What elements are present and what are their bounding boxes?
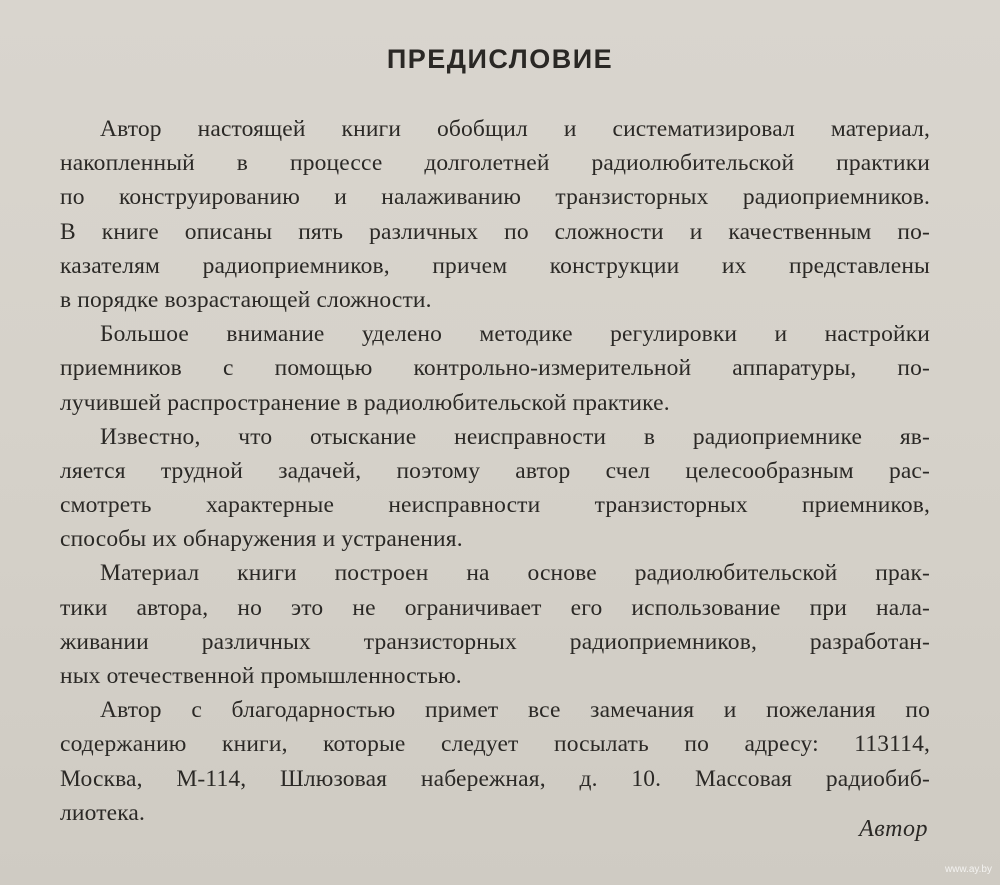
text-line: живании различных транзисторных радиоприемников, разработан- <box>60 628 930 655</box>
preface-body <box>60 112 930 830</box>
page-title: ПРЕДИСЛОВИЕ <box>386 44 614 74</box>
text-line: смотреть характерные неисправности транзисторных приемников, <box>60 492 930 519</box>
text-line: содержанию книги, которые следует посылать по адресу: 113114, <box>60 731 930 758</box>
text-line: ляется трудной задачей, поэтому автор счел целесообразным рас- <box>60 457 930 484</box>
text-line: Автор с благодарностью примет все замечания и пожелания по <box>100 697 930 724</box>
text-line: В книге описаны пять различных по сложности и качественным по- <box>60 218 930 245</box>
paragraph-4 <box>60 556 930 693</box>
text-line: в порядке возрастающей сложности. <box>60 286 432 313</box>
paragraph-3 <box>60 420 930 557</box>
text-line: тики автора, но это не ограничивает его использование при нала- <box>60 594 930 621</box>
text-line: лучившей распространение в радиолюбительской практике. <box>60 389 670 416</box>
text-line: Автор настоящей книги обобщил и систематизировал материал, <box>100 116 930 142</box>
text-line: накопленный в процессе долголетней радиолюбительской практики <box>60 150 930 177</box>
text-line: лиотека. <box>60 799 146 826</box>
text-line: ных отечественной промышленностью. <box>60 663 462 689</box>
text-line: казателям радиоприемников, причем конструкции их представлены <box>60 252 930 279</box>
text-line: Материал книги построен на основе радиолюбительской прак- <box>100 560 930 587</box>
text-line: Москва, М-114, Шлюзовая набережная, д. 10. Массовая радиобиб- <box>60 765 930 792</box>
text-line: Большое внимание уделено методике регулировки и настройки <box>100 321 930 348</box>
text-line: по конструированию и налаживанию транзисторных радиоприемников. <box>60 184 930 211</box>
paragraph-2 <box>60 317 930 420</box>
text-line: Известно, что отыскание неисправности в радиоприемнике яв- <box>100 423 930 450</box>
text-line: приемников с помощью контрольно-измерительной аппаратуры, по- <box>60 355 930 382</box>
watermark: www.ay.by <box>944 864 992 875</box>
paragraph-5 <box>60 693 930 830</box>
author-signature: Автор <box>859 816 928 842</box>
paragraph-1 <box>60 112 930 317</box>
text-line: способы их обнаружения и устранения. <box>60 526 463 553</box>
